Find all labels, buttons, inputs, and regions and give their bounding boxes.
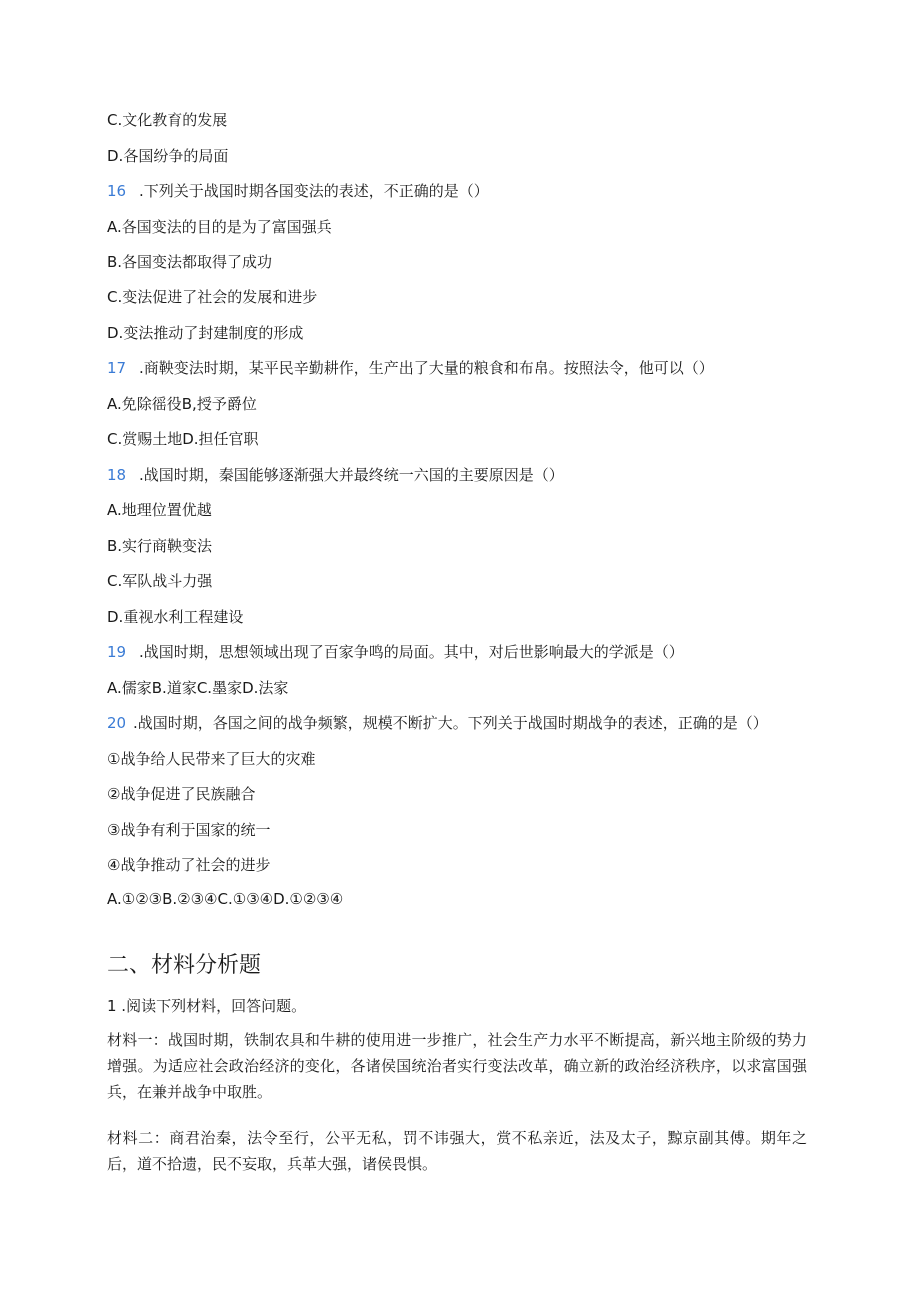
- q20-options: A.①②③B.②③④C.①③④D.①②③④: [107, 890, 344, 908]
- question-stem: .下列关于战国时期各国变法的表述，不正确的是（）: [139, 182, 489, 200]
- q20-item-3: ③战争有利于国家的统一: [107, 821, 271, 839]
- question-stem: .战国时期，秦国能够逐渐强大并最终统一六国的主要原因是（）: [139, 466, 564, 484]
- section-title: 二、材料分析题: [107, 953, 262, 978]
- q17-options-ab: A.免除徭役B,授予爵位: [107, 395, 257, 413]
- material-one: 材料一：战国时期，铁制农具和牛耕的使用进一步推广，社会生产力水平不断提高，新兴地主阶级的势力增强。为适应社会政治经济的变化，各诸侯国统治者实行变法改革，确立新的政治经济秩序，以求富国强兵，在兼并战争中取胜。: [107, 1031, 807, 1101]
- q20-item-4: ④战争推动了社会的进步: [107, 856, 271, 874]
- question-stem: .战国时期，各国之间的战争频繁，规模不断扩大。下列关于战国时期战争的表述，正确的是（）: [133, 714, 768, 732]
- q16-option-a: A.各国变法的目的是为了富国强兵: [107, 218, 332, 236]
- q15-option-c: C.文化教育的发展: [107, 111, 228, 129]
- q17-options-cd: C.赏赐土地D.担任官职: [107, 430, 259, 448]
- question-number: 18: [107, 466, 127, 484]
- q16-option-d: D.变法推动了封建制度的形成: [107, 324, 304, 342]
- material-question-1: 1 .阅读下列材料，回答问题。: [107, 997, 307, 1015]
- question-number: 16: [107, 182, 127, 200]
- q20-stem-line: [107, 713, 768, 733]
- q18-option-a: A.地理位置优越: [107, 501, 212, 519]
- q20-item-1: ①战争给人民带来了巨大的灾难: [107, 750, 316, 768]
- material-two: 材料二：商君治秦，法令至行，公平无私，罚不讳强大，赏不私亲近，法及太子，黥京副其傅。期年之后，道不拾遗，民不妄取，兵革大强，诸侯畏惧。: [107, 1129, 807, 1173]
- q20-item-2: ②战争促进了民族融合: [107, 785, 256, 803]
- question-stem: .战国时期，思想领域出现了百家争鸣的局面。其中，对后世影响最大的学派是（）: [139, 643, 684, 661]
- q18-stem-line: [107, 465, 564, 485]
- q16-option-c: C.变法促进了社会的发展和进步: [107, 288, 318, 306]
- q18-option-d: D.重视水利工程建设: [107, 608, 244, 626]
- question-number: 20: [107, 714, 127, 732]
- question-number: 19: [107, 643, 127, 661]
- question-stem: .商鞅变法时期，某平民辛勤耕作，生产出了大量的粮食和布帛。按照法令，他可以（）: [139, 359, 714, 377]
- q15-option-d: D.各国纷争的局面: [107, 147, 229, 165]
- q16-stem-line: [107, 181, 489, 201]
- q18-option-b: B.实行商鞅变法: [107, 537, 213, 555]
- q17-stem-line: [107, 358, 714, 378]
- q19-stem-line: [107, 642, 684, 662]
- q19-options: A.儒家B.道家C.墨家D.法家: [107, 679, 289, 697]
- q18-option-c: C.军队战斗力强: [107, 572, 213, 590]
- q16-option-b: B.各国变法都取得了成功: [107, 253, 273, 271]
- question-number: 17: [107, 359, 127, 377]
